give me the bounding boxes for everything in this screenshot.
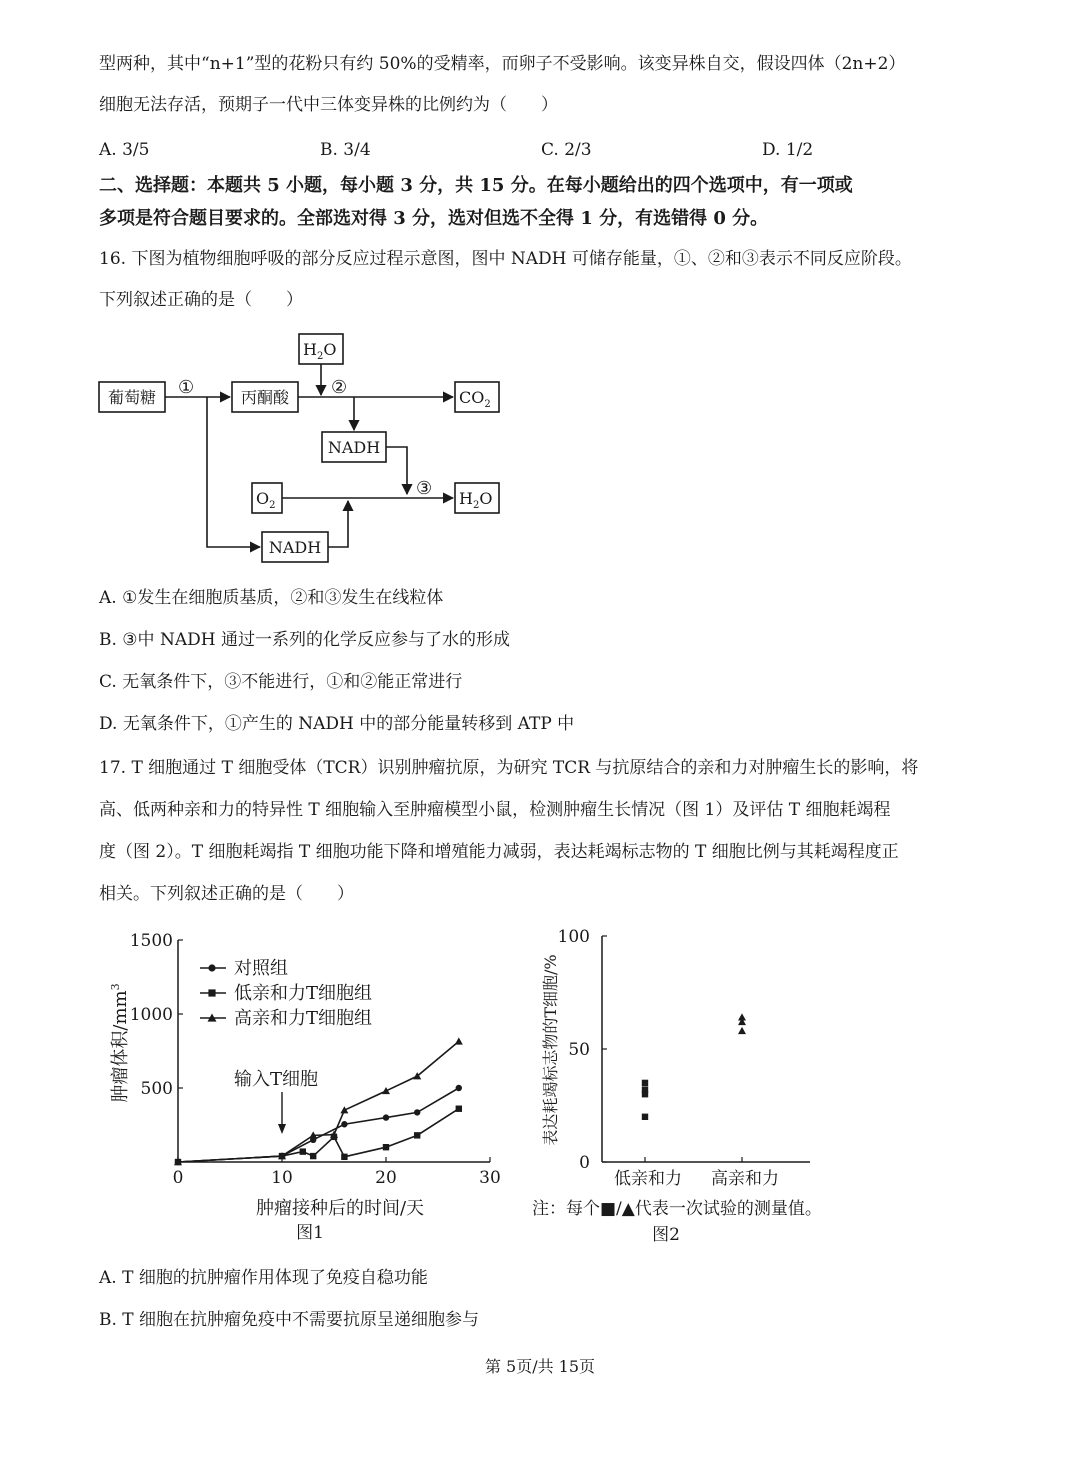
arrow-nadh-lower-up (328, 501, 348, 547)
fig1-x-tick-label: 10 (271, 1168, 293, 1188)
q16-line-1: 16. 下图为植物细胞呼吸的部分反应过程示意图，图中 NADH 可储存能量，①、②和③表示不同反应阶段。 (99, 249, 912, 269)
q15-option-b: B. 3/4 (320, 140, 371, 160)
fig2-caption: 图2 (652, 1225, 680, 1245)
page-footer: 第 5页/共 15页 (484, 1357, 596, 1376)
fig1-x-tick-label: 30 (479, 1168, 501, 1188)
fig2-data-point (642, 1080, 648, 1086)
section2-heading-line-2: 多项是符合题目要求的。全部选对得 3 分，选对但选不全得 1 分，有选错得 0 分。 (99, 208, 769, 229)
fig1-annotation: 输入T细胞 (233, 1069, 319, 1090)
fig1-legend-marker-circle (208, 964, 215, 971)
step-1-label: ① (178, 377, 195, 398)
q17-option-a: A. T 细胞的抗肿瘤作用体现了免疫自稳功能 (99, 1268, 428, 1288)
fig2-data-point (642, 1091, 648, 1097)
fig1-data-point (414, 1132, 420, 1138)
q16-option-d: D. 无氧条件下，①产生的 NADH 中的部分能量转移到 ATP 中 (99, 714, 575, 734)
fig1-y-tick-label: 1500 (129, 931, 173, 951)
q17-line-2: 高、低两种亲和力的特异性 T 细胞输入至肿瘤模型小鼠，检测肿瘤生长情况（图 1）及评估 T 细胞耗竭程 (99, 800, 891, 820)
q16-option-c: C. 无氧条件下，③不能进行，①和②能正常进行 (99, 672, 463, 692)
fig2-y-tick-label: 50 (568, 1040, 590, 1060)
fig1-x-tick-label: 0 (172, 1168, 184, 1188)
q15-option-c: C. 2/3 (541, 140, 592, 160)
fig1-legend-label: 高亲和力T细胞组 (234, 1008, 373, 1029)
fig1-series-line-3 (178, 1041, 459, 1162)
q16-option-a: A. ①发生在细胞质基质，②和③发生在线粒体 (99, 588, 444, 608)
fig1-data-point (383, 1114, 389, 1120)
figure-1-line-chart (0, 920, 520, 1250)
oxygen-label: $O_2$ (256, 489, 276, 511)
q16-option-b: B. ③中 NADH 通过一系列的化学反应参与了水的形成 (99, 630, 510, 650)
fig1-legend-marker-square (208, 989, 215, 996)
fig1-data-point (382, 1087, 390, 1094)
fig1-data-point (340, 1106, 348, 1113)
fig1-legend-label: 对照组 (234, 958, 288, 979)
fig1-data-point (456, 1106, 462, 1112)
fig1-data-point (310, 1153, 316, 1159)
q17-line-1: 17. T 细胞通过 T 细胞受体（TCR）识别肿瘤抗原，为研究 TCR 与抗原结合的亲和力对肿瘤生长的影响，将 (99, 758, 919, 778)
fig1-y-tick-label: 1000 (129, 1005, 173, 1025)
q16-line-2: 下列叙述正确的是（ ） (99, 290, 303, 310)
step-2-label: ② (331, 377, 348, 398)
fig1-data-point (300, 1148, 306, 1154)
arrow-glucose-branch-to-nadh (207, 397, 260, 547)
fig1-data-point (383, 1144, 389, 1150)
fig1-annotation-arrowhead (278, 1124, 286, 1134)
fig1-data-point (341, 1154, 347, 1160)
fig2-category-label: 低亲和力 (614, 1169, 682, 1189)
nadh-lower-label: NADH (268, 538, 322, 557)
fig2-category-label: 高亲和力 (711, 1169, 779, 1189)
fig1-caption: 图1 (296, 1223, 324, 1243)
co2-label: $CO_2$ (459, 388, 491, 410)
q15-option-a: A. 3/5 (99, 140, 150, 160)
section2-heading-line-1: 二、选择题：本题共 5 小题，每小题 3 分，共 15 分。在每小题给出的四个选项中，有一项或 (99, 175, 853, 196)
fig1-x-tick-label: 20 (375, 1168, 397, 1188)
q15-line-2: 细胞无法存活，预期子一代中三体变异株的比例约为（ ） (99, 95, 558, 115)
fig2-y-tick-label: 100 (557, 927, 590, 947)
water-output-label: $H_2O$ (459, 489, 493, 511)
respiration-diagram (0, 320, 560, 570)
q15-option-d: D. 1/2 (762, 140, 814, 160)
water-input-label: $H_2O$ (303, 340, 337, 362)
fig1-data-point (455, 1037, 463, 1044)
step-3-label: ③ (416, 478, 433, 499)
pyruvate-label: 丙酮酸 (240, 388, 290, 407)
nadh-upper-label: NADH (327, 438, 381, 457)
q17-line-4: 相关。下列叙述正确的是（ ） (99, 884, 354, 904)
fig2-y-axis-label: 表达耗竭标志物的T细胞/% (541, 954, 560, 1146)
fig2-note: 注：每个■/▲代表一次试验的测量值。 (532, 1199, 822, 1219)
q15-line-1: 型两种，其中“n+1”型的花粉只有约 50%的受精率，而卵子不受影响。该变异株自交，假设四体（2n+2） (99, 54, 906, 74)
fig1-data-point (341, 1121, 347, 1127)
figure-2-scatter-chart (520, 920, 900, 1250)
q17-line-3: 度（图 2）。T 细胞耗竭指 T 细胞功能下降和增殖能力减弱，表达耗竭标志物的 T 细胞比例与其耗竭程度正 (99, 842, 899, 862)
glucose-label: 葡萄糖 (107, 388, 157, 407)
fig1-x-axis-label: 肿瘤接种后的时间/天 (255, 1198, 425, 1219)
fig1-data-point (456, 1085, 462, 1091)
q17-option-b: B. T 细胞在抗肿瘤免疫中不需要抗原呈递细胞参与 (99, 1310, 480, 1330)
fig2-y-tick-label: 0 (579, 1153, 590, 1173)
fig1-y-tick-label: 500 (140, 1079, 173, 1099)
fig2-data-point (642, 1114, 648, 1120)
fig1-data-point (414, 1109, 420, 1115)
arrow-nadh-upper-down (386, 447, 407, 494)
fig1-legend-label: 低亲和力T细胞组 (234, 983, 373, 1004)
fig1-y-axis-label: 肿瘤体积$/mm^3$ (109, 983, 131, 1103)
fig2-data-point (738, 1027, 746, 1034)
